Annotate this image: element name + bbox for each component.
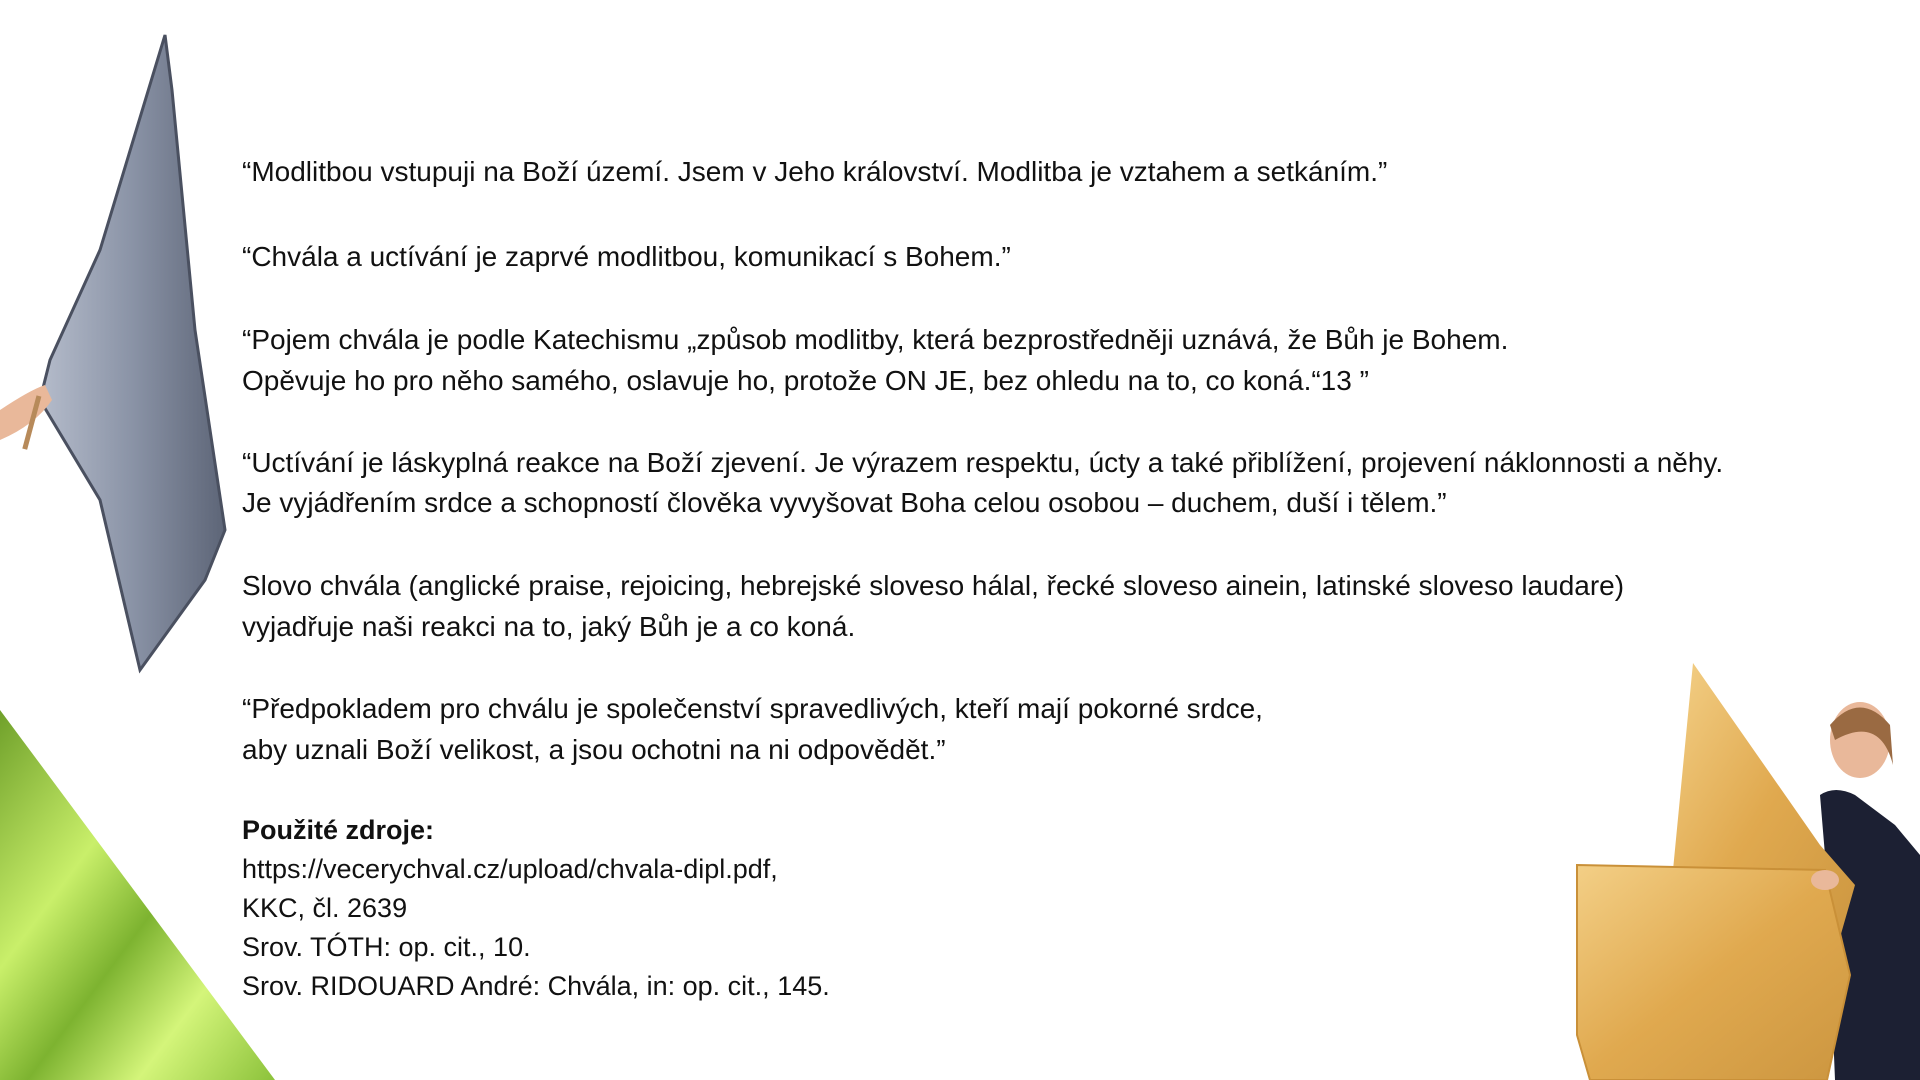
quote-praise-worship: “Chvála a uctívání je zaprvé modlitbou, komunikací s Bohem.” [242,241,1011,272]
quote-prerequisite-line-1: “Předpokladem pro chválu je společenství spravedlivých, kteří mají pokorné srdce, [242,693,1263,724]
quote-prayer: “Modlitbou vstupuji na Boží území. Jsem v Jeho království. Modlitba je vztahem a setkáním.” [242,156,1388,187]
source-link[interactable]: https://vecerychval.cz/upload/chvala-dipl.pdf, [242,854,778,884]
praise-definition-line-2: vyjadřuje naši reakci na to, jaký Bůh je a co koná. [242,611,856,642]
quote-worship-line-2: Je vyjádřením srdce a schopností člověka vyvyšovat Boha celou osobou – duchem, duší i tělem.” [242,487,1447,518]
sources-heading: Použité zdroje: [242,815,435,845]
quote-catechism-line-2: Opěvuje ho pro něho samého, oslavuje ho, protože ON JE, bez ohledu na to, co koná.“13 ” [242,365,1369,396]
gold-flag-dancer-image [1565,655,1920,1080]
source-item: Srov. RIDOUARD André: Chvála, in: op. cit., 145. [242,971,830,1001]
quote-catechism-line-1: “Pojem chvála je podle Katechismu „způsob modlitby, která bezprostředněji uznává, že Bůh je Bohem. [242,324,1509,355]
source-item: Srov. TÓTH: op. cit., 10. [242,932,531,962]
quote-prerequisite-line-2: aby uznali Boží velikost, a jsou ochotni na ni odpovědět.” [242,734,946,765]
quote-worship-line-1: “Uctívání je láskyplná reakce na Boží zjevení. Je výrazem respektu, úcty a také přiblížení, projevení náklonnosti a něhy. [242,447,1724,478]
green-satin-image [0,710,280,1080]
praise-definition-line-1: Slovo chvála (anglické praise, rejoicing, hebrejské sloveso hálal, řecké sloveso ainein, latinské sloveso laudare) [242,570,1625,601]
source-item: KKC, čl. 2639 [242,893,408,923]
gray-flag-image [0,30,240,680]
